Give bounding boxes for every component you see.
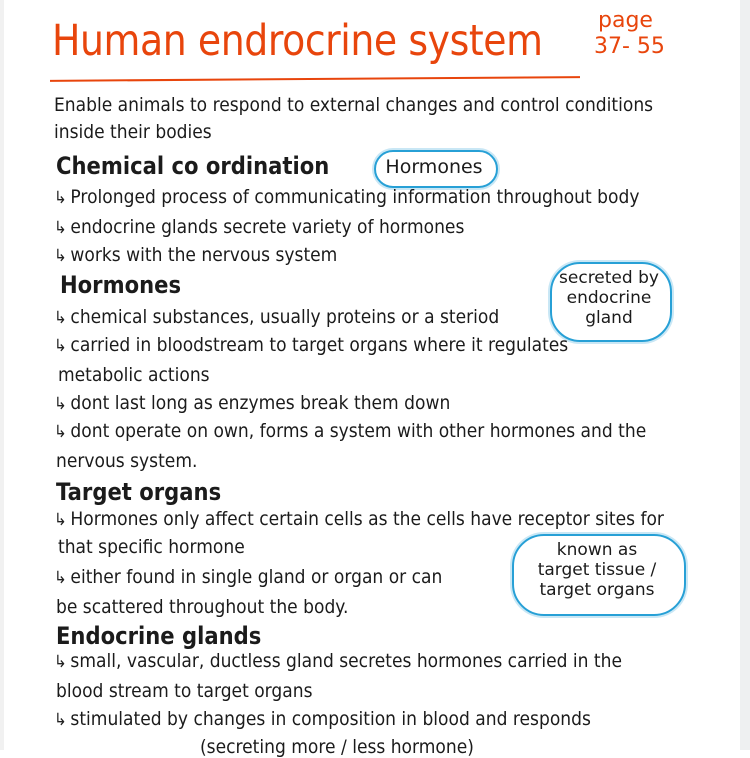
intro-line-2: inside their bodies — [54, 121, 212, 143]
bullet-continuation: that specific hormone — [58, 536, 245, 558]
bullet-text: chemical substances, usually proteins or a steriod — [70, 306, 500, 328]
bullet-text: Hormones only affect certain cells as the cells have receptor sites for — [70, 508, 664, 530]
bullet-text: small, vascular, ductless gland secretes hormones carried in the — [70, 650, 622, 672]
bullet-continuation: metabolic actions — [58, 364, 210, 386]
arrow-icon: ↳ — [54, 336, 67, 356]
heading-hormones: Hormones — [60, 271, 182, 299]
intro-line-1: Enable animals to respond to external changes and control conditions — [54, 94, 654, 116]
bubble-line: target organs — [539, 580, 655, 600]
bullet-text: stimulated by changes in composition in blood and responds — [70, 708, 591, 730]
arrow-icon: ↳ — [54, 246, 67, 266]
title-underline — [50, 76, 580, 82]
bullet-item — [54, 566, 442, 588]
arrow-icon: ↳ — [54, 422, 67, 442]
bullet-item — [54, 420, 646, 442]
bullet-item — [54, 334, 568, 356]
bullet-item — [54, 392, 450, 414]
bullet-continuation: (secreting more / less hormone) — [200, 736, 474, 758]
bubble-line: known as — [556, 540, 638, 560]
arrow-icon: ↳ — [54, 394, 67, 414]
bullet-text: carried in bloodstream to target organs where it regulates — [70, 334, 569, 356]
arrow-icon: ↳ — [54, 188, 67, 208]
arrow-icon: ↳ — [54, 652, 67, 672]
arrow-icon: ↳ — [54, 568, 67, 588]
arrow-icon: ↳ — [54, 710, 67, 730]
bullet-item — [54, 244, 337, 266]
arrow-icon: ↳ — [54, 218, 67, 238]
bullet-item — [54, 650, 622, 672]
bullet-item — [54, 508, 664, 530]
page-reference-range: 37- 55 — [594, 34, 665, 59]
page-edge-left — [0, 0, 4, 750]
hormones-bubble-text: Hormones — [385, 156, 483, 178]
bullet-text: Prolonged process of communicating information throughout body — [70, 186, 640, 208]
arrow-icon: ↳ — [54, 308, 67, 328]
bullet-text: either found in single gland or organ or can — [70, 566, 443, 588]
heading-target-organs: Target organs — [56, 478, 222, 506]
bubble-line: endocrine — [566, 288, 652, 308]
page-reference — [594, 8, 665, 60]
secreted-bubble-text — [550, 268, 668, 328]
known-as-bubble-text — [512, 540, 682, 600]
bullet-item — [54, 708, 591, 730]
page-edge-right — [740, 0, 750, 750]
bullet-text: works with the nervous system — [70, 244, 338, 266]
bullet-continuation: blood stream to target organs — [56, 680, 313, 702]
bullet-continuation: nervous system. — [56, 450, 198, 472]
bullet-item — [54, 306, 499, 328]
bubble-line: target tissue / — [537, 560, 657, 580]
bullet-continuation: be scattered throughout the body. — [56, 596, 349, 618]
bullet-text: dont last long as enzymes break them down — [70, 392, 451, 414]
page-title: Human endrocrine system — [52, 16, 543, 66]
page-reference-label: page — [598, 8, 653, 33]
bullet-item — [54, 186, 639, 208]
heading-endocrine-glands: Endocrine glands — [56, 622, 262, 650]
bubble-line: secreted by — [559, 268, 659, 288]
bullet-text: endocrine glands secrete variety of hormones — [70, 216, 465, 238]
bullet-item — [54, 216, 464, 238]
heading-chemical-coordination: Chemical co ordination — [56, 152, 330, 180]
bubble-line: gland — [585, 308, 633, 328]
bullet-text: dont operate on own, forms a system with other hormones and the — [70, 420, 647, 442]
arrow-icon: ↳ — [54, 510, 67, 530]
